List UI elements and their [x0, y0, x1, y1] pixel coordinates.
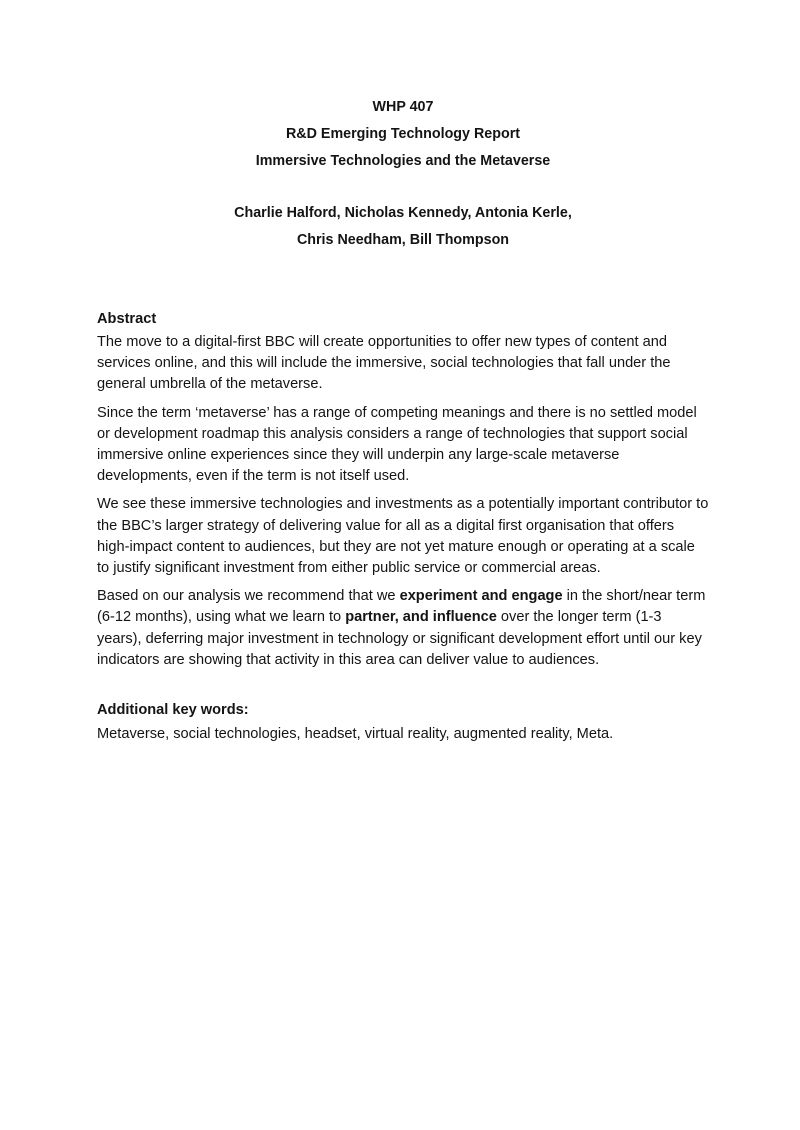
- p4-text-2: in the short/near term (6-12 months), using what we learn to: [97, 588, 706, 626]
- p4-text-1: Based on our analysis we recommend that we: [97, 588, 400, 605]
- report-title: Immersive Technologies and the Metaverse: [255, 153, 551, 169]
- abstract-paragraph-1: The move to a digital-first BBC will create opportunities to offer new types of content and services online, and this will include the immersive, social technologies that fall under the general umbrella of the metaverse.: [97, 334, 671, 393]
- abstract-heading: Abstract: [97, 311, 157, 327]
- authors-line-1: Charlie Halford, Nicholas Kennedy, Antonia Kerle,: [234, 205, 572, 221]
- document-page: [97, 94, 709, 745]
- report-header: [97, 94, 709, 175]
- p4-text-3: over the longer term (1-3 years), deferring major investment in technology or significant development effort until our key indicators are showing that activity in this area can deliver value to audiences.: [97, 609, 702, 668]
- report-series: R&D Emerging Technology Report: [285, 126, 521, 142]
- abstract-paragraph-3: We see these immersive technologies and investments as a potentially important contributor to the BBC’s larger strategy of delivering value for all as a digital first organisation that offers high-impact content to audiences, but they are not yet mature enough or operating at a scale to justify significant investment from either public service or commercial areas.: [97, 496, 709, 577]
- p4-bold-partner-influence: partner, and influence: [345, 609, 497, 626]
- p4-bold-experiment-engage: experiment and engage: [399, 588, 563, 605]
- abstract-paragraph-2: Since the term ‘metaverse’ has a range of competing meanings and there is no settled model or development roadmap this analysis considers a range of technologies that support social immersive online experiences since they will underpin any large-scale metaverse developments, even if the term is not itself used.: [97, 404, 697, 485]
- keywords-heading: Additional key words:: [97, 702, 249, 719]
- keywords-text: Metaverse, social technologies, headset, virtual reality, augmented reality, Meta.: [97, 726, 614, 743]
- author-list: [97, 200, 709, 254]
- report-number: WHP 407: [372, 99, 434, 115]
- authors-line-2: Chris Needham, Bill Thompson: [296, 232, 510, 248]
- abstract-paragraph-4: [97, 586, 709, 671]
